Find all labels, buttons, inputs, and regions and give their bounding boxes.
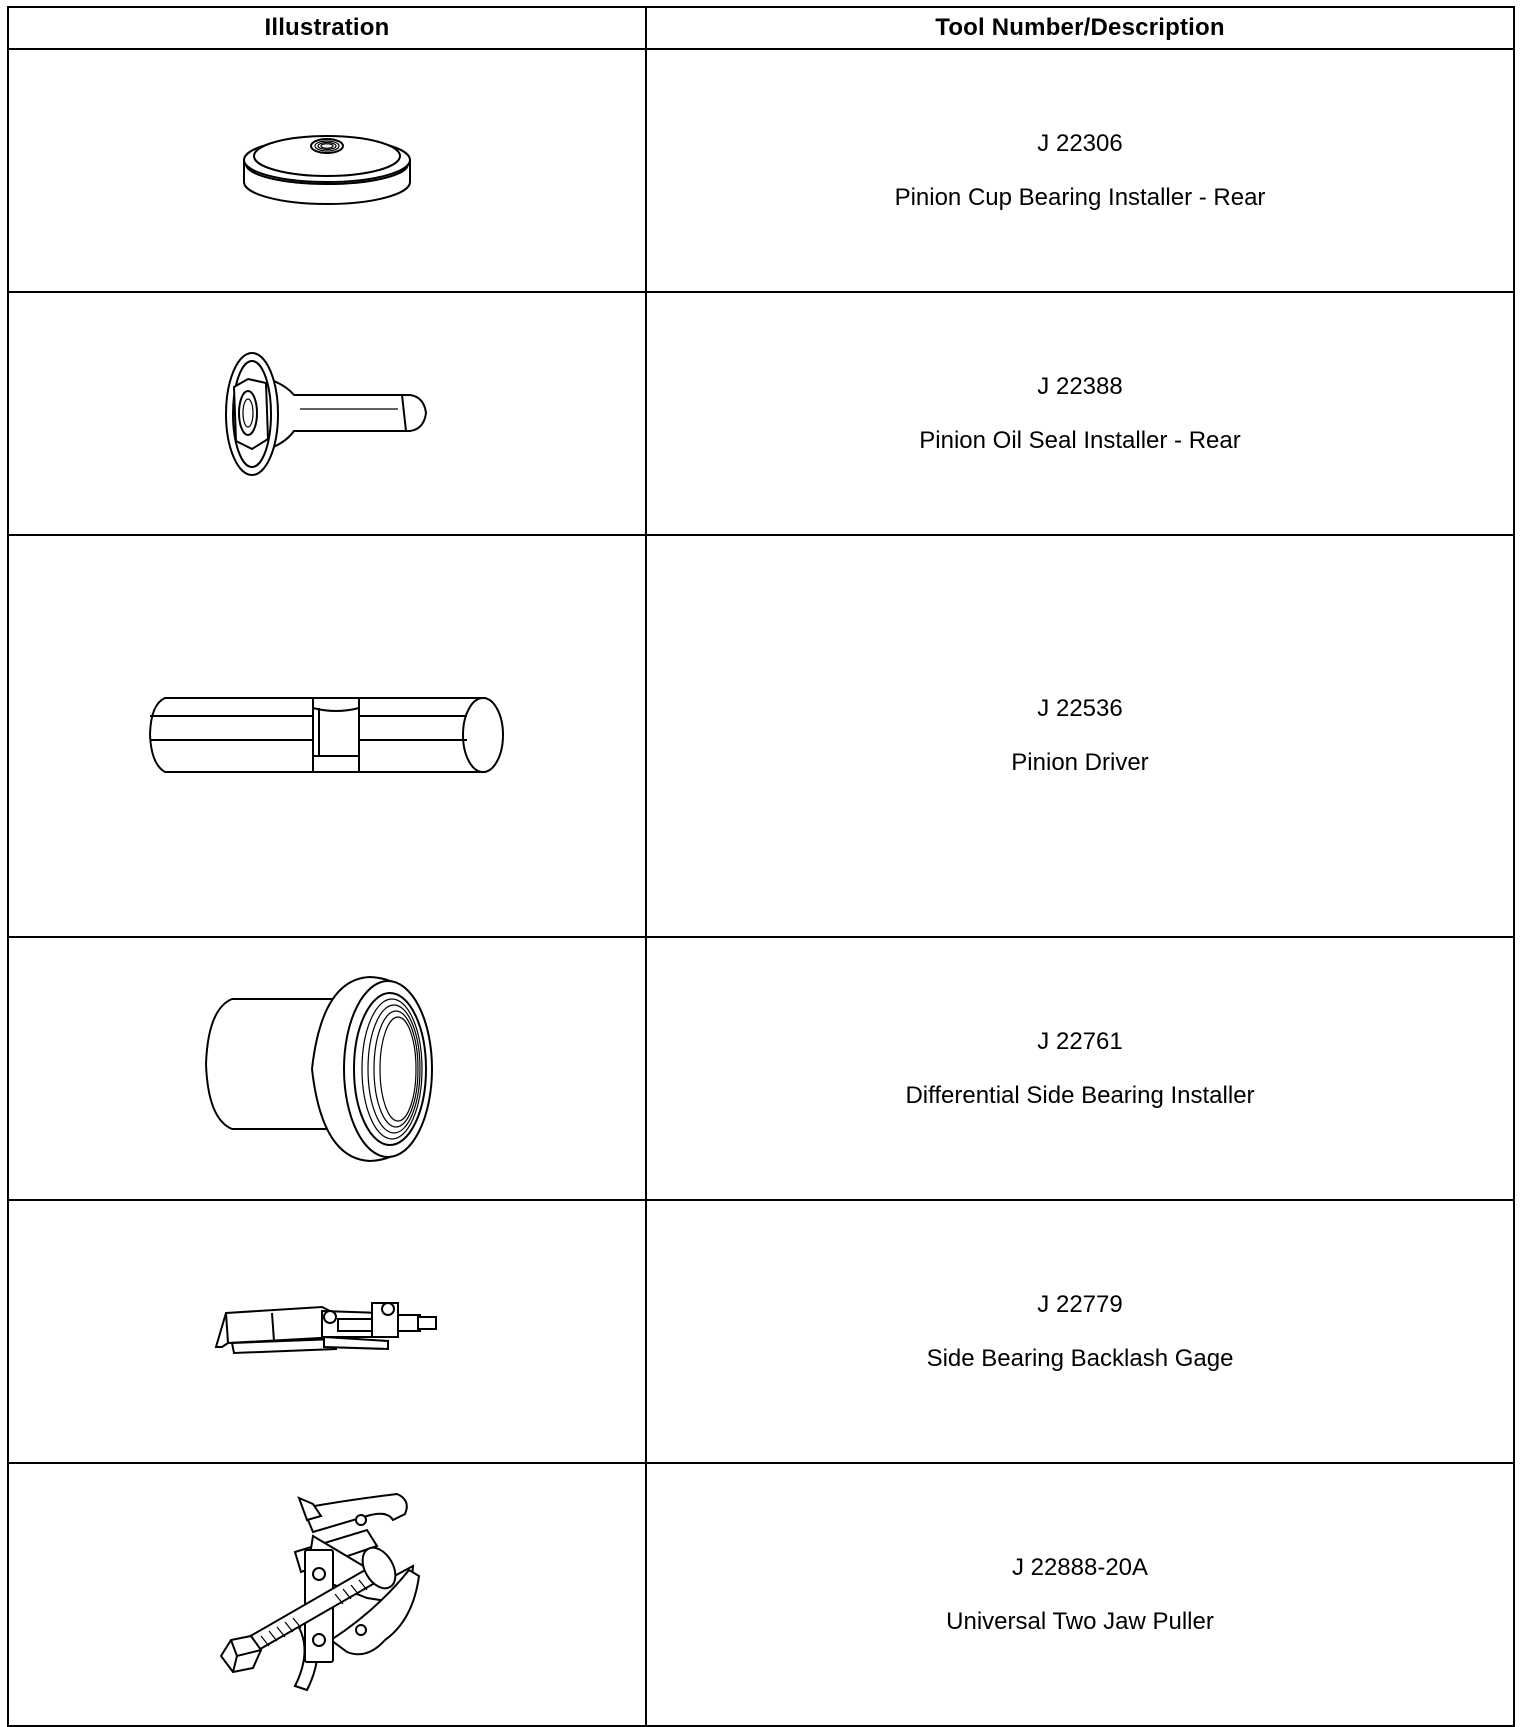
tool-number: J 22779 <box>1037 1290 1123 1318</box>
table-header-row <box>8 7 1514 49</box>
illustration-cell <box>8 1463 646 1726</box>
tool-description-cell <box>646 1200 1514 1463</box>
tool-number: J 22388 <box>1037 372 1123 400</box>
table-row <box>8 49 1514 292</box>
seal-installer-icon <box>222 349 432 479</box>
tool-description: Pinion Driver <box>1011 749 1149 776</box>
tool-number: J 22306 <box>1037 129 1123 157</box>
tool-description: Pinion Oil Seal Installer - Rear <box>919 426 1241 454</box>
table-row <box>8 535 1514 937</box>
tool-description: Pinion Cup Bearing Installer - Rear <box>894 183 1266 211</box>
illustration-cell <box>8 49 646 292</box>
tool-description-cell <box>646 1463 1514 1726</box>
illustration-cell <box>8 535 646 937</box>
tool-description: Differential Side Bearing Installer <box>905 1081 1255 1109</box>
tool-number: J 22888-20A <box>1011 1553 1149 1581</box>
table-row <box>8 1463 1514 1726</box>
tool-number: J 22761 <box>1037 1027 1123 1055</box>
illustration-cell <box>8 937 646 1200</box>
tool-number: J 22536 <box>1037 695 1123 722</box>
side-bearing-installer-icon <box>202 969 452 1169</box>
table-row <box>8 937 1514 1200</box>
header-tool-number-description: Tool Number/Description <box>646 7 1514 49</box>
tool-description-cell <box>646 535 1514 937</box>
table-row <box>8 1200 1514 1463</box>
illustration-cell <box>8 1200 646 1463</box>
table-row <box>8 292 1514 535</box>
bearing-installer-icon <box>242 126 412 216</box>
special-tools-table <box>7 6 1515 1727</box>
backlash-gage-icon <box>212 1297 442 1367</box>
tool-description-cell <box>646 292 1514 535</box>
tool-description-cell <box>646 49 1514 292</box>
header-illustration: Illustration <box>8 7 646 49</box>
illustration-cell <box>8 292 646 535</box>
tool-description-cell <box>646 937 1514 1200</box>
tool-description: Side Bearing Backlash Gage <box>926 1344 1234 1372</box>
two-jaw-puller-icon <box>217 1490 437 1700</box>
tool-description: Universal Two Jaw Puller <box>946 1607 1214 1635</box>
pinion-driver-icon <box>147 694 507 778</box>
